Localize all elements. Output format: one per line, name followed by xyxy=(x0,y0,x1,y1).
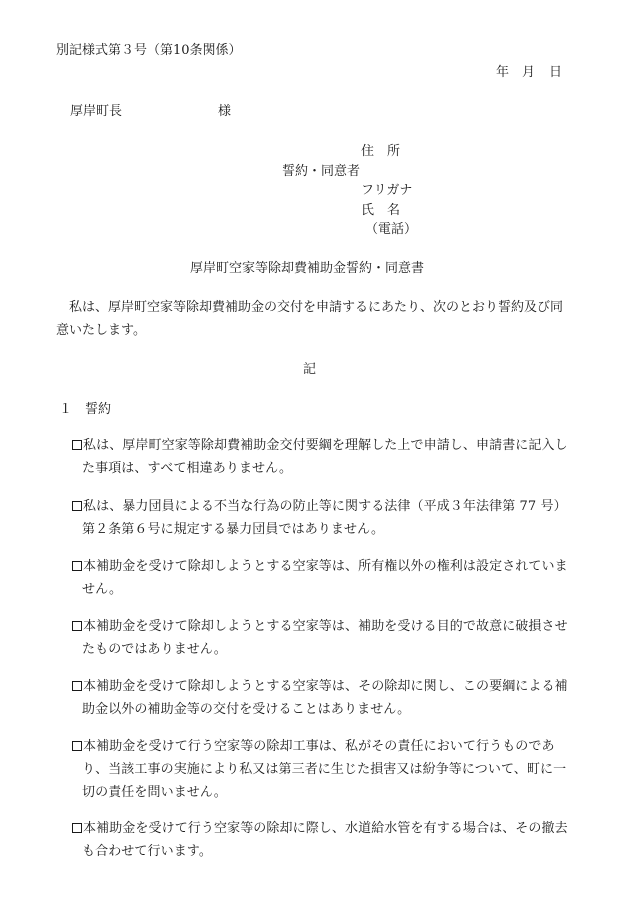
pledge-item-6: 本補助金を受けて行う空家等の除却工事は、私がその責任において行うものであり、当該工事の実施により私又は第三者に生じた損害又は紛争等について、町に一切の責任を問いません。 xyxy=(72,735,576,804)
intro-paragraph: 私は、厚岸町空家等除却費補助金の交付を申請するにあたり、次のとおり誓約及び同意いたします。 xyxy=(56,300,564,338)
checkbox-icon xyxy=(72,501,82,511)
pledge-item-4: 本補助金を受けて除却しようとする空家等は、補助を受ける目的で故意に破損させたものではありません。 xyxy=(72,615,576,661)
checkbox-icon xyxy=(72,681,82,691)
furigana-label: フリガナ xyxy=(361,183,413,198)
pledge-item-1: 私は、厚岸町空家等除却費補助金交付要綱を理解した上で申請し、申請書に記入した事項は、すべて相違ありません。 xyxy=(72,434,576,480)
date-year-label: 年 xyxy=(496,65,510,80)
checkbox-icon xyxy=(72,561,82,571)
pledge-item-5: 本補助金を受けて除却しようとする空家等は、その除却に関し、この要綱による補助金以外の補助金等の交付を受けることはありません。 xyxy=(72,675,576,721)
pledge-item-7: 本補助金を受けて行う空家等の除却に際し、水道給水管を有する場合は、その撤去も合わせて行います。 xyxy=(72,817,576,863)
section-heading: １ 誓約 xyxy=(59,402,112,417)
name-label: 氏 名 xyxy=(361,203,401,218)
addressee-honorific: 様 xyxy=(218,104,232,119)
phone-label: （電話） xyxy=(365,222,418,237)
date-day-label: 日 xyxy=(549,65,563,80)
address-label: 住 所 xyxy=(361,144,401,159)
pledge-item-2: 私は、暴力団員による不当な行為の防止等に関する法律（平成３年法律第 77 号）第２条第６号に規定する暴力団員ではありません。 xyxy=(72,495,576,541)
document-title: 厚岸町空家等除却費補助金誓約・同意書 xyxy=(190,261,425,276)
checkbox-icon xyxy=(72,741,82,751)
ki-label: 記 xyxy=(303,362,317,377)
date-month-label: 月 xyxy=(522,65,536,80)
checkbox-icon xyxy=(72,823,82,833)
checkbox-icon xyxy=(72,440,82,450)
form-number: 別記様式第３号（第10条関係） xyxy=(56,43,242,58)
pledge-item-3: 本補助金を受けて除却しようとする空家等は、所有権以外の権利は設定されていません。 xyxy=(72,555,576,601)
checkbox-icon xyxy=(72,621,82,631)
addressee-title: 厚岸町長 xyxy=(70,104,123,119)
pledger-label: 誓約・同意者 xyxy=(282,164,361,179)
